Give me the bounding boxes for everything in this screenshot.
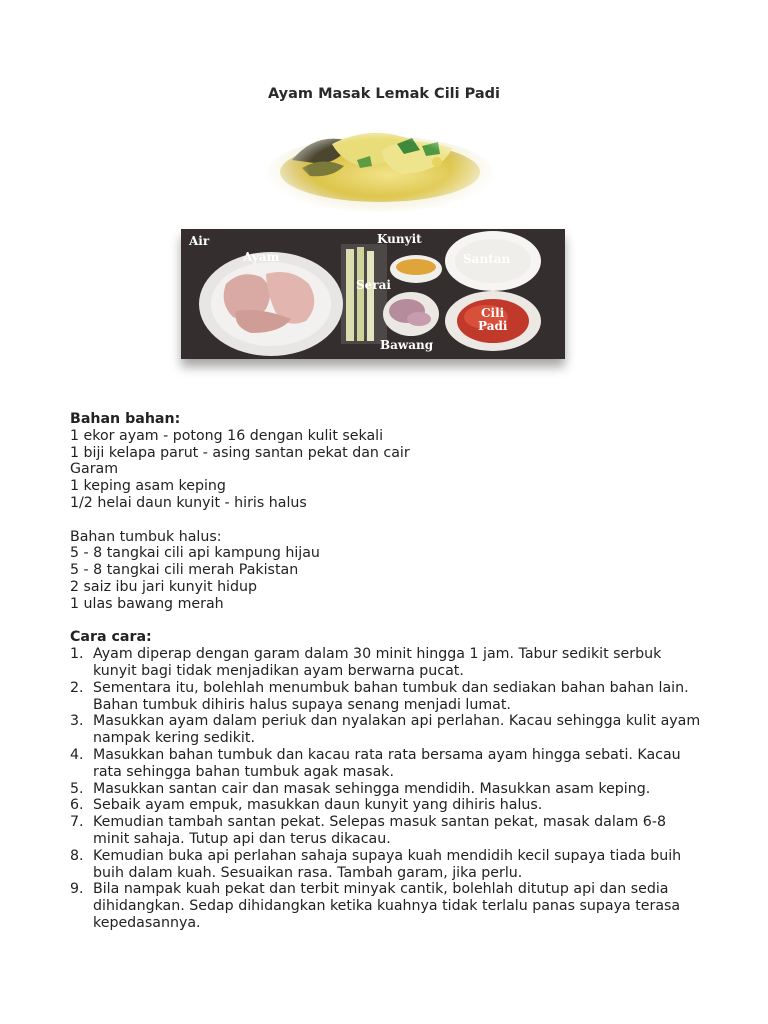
step-item: [70, 848, 703, 882]
step-text: Ayam diperap dengan garam dalam 30 minit hingga 1 jam. Tabur sedikit serbuk kunyit bagi tidak menjadikan ayam berwarna pucat.: [93, 646, 662, 679]
tumbuk-item: 5 - 8 tangkai cili merah Pakistan: [70, 562, 299, 579]
photo-label-ayam: Ayam: [243, 250, 280, 264]
step-item: [70, 797, 703, 814]
page-title: Ayam Masak Lemak Cili Padi: [267, 86, 501, 102]
step-number: 5.: [70, 780, 84, 797]
step-number: 1.: [70, 646, 84, 663]
step-text: Masukkan santan cair dan masak sehingga mendidih. Masukkan asam keping.: [93, 780, 651, 797]
step-number: 3.: [70, 713, 84, 730]
photo-label-cili: Cili: [481, 306, 505, 320]
tumbuk-item: 5 - 8 tangkai cili api kampung hijau: [70, 545, 320, 562]
photo-label-padi: Padi: [478, 319, 508, 333]
bahan-heading: Bahan bahan:: [70, 411, 181, 427]
step-number: 7.: [70, 814, 84, 831]
tumbuk-item: 1 ulas bawang merah: [70, 595, 224, 612]
step-item: [70, 713, 703, 747]
tumbuk-item: 2 saiz ibu jari kunyit hidup: [70, 578, 258, 595]
dish-photo: [262, 120, 498, 216]
step-text: Masukkan ayam dalam periuk dan nyalakan api perlahan. Kacau sehingga kulit ayam nampak kering sedikit.: [93, 713, 701, 747]
photo-label-serai: Serai: [356, 278, 391, 292]
step-text: Sementara itu, bolehlah menumbuk bahan tumbuk dan sediakan bahan bahan lain. Bahan tumbuk dihiris halus supaya senang menjadi lumat.: [93, 679, 689, 713]
cara-heading: Cara cara:: [70, 629, 152, 646]
step-text: Bila nampak kuah pekat dan terbit minyak cantik, bolehlah ditutup api dan sedia dihidangkan. Sedap dihidangkan ketika kuahnya tidak terlalu panas supaya terasa kepedasannya.: [93, 881, 681, 931]
recipe-content: [70, 411, 710, 932]
step-number: 6.: [70, 797, 84, 814]
step-text: Masukkan bahan tumbuk dan kacau rata rata bersama ayam hingga sebati. Kacau rata sehingga bahan tumbuk agak masak.: [93, 746, 681, 780]
step-item: [70, 881, 703, 931]
ingredients-photo: [181, 229, 565, 359]
step-item: [70, 747, 703, 781]
bahan-item: 1 ekor ayam - potong 16 dengan kulit sekali: [70, 427, 384, 444]
bahan-item: Garam: [70, 461, 119, 478]
bahan-item: 1 biji kelapa parut - asing santan pekat dan cair: [70, 444, 410, 461]
tumbuk-heading: Bahan tumbuk halus:: [70, 528, 222, 545]
steps-list: [70, 646, 710, 932]
step-number: 2.: [70, 679, 84, 696]
photo-label-kunyit: Kunyit: [377, 232, 422, 246]
step-item: [70, 814, 703, 848]
step-text: Sebaik ayam empuk, masukkan daun kunyit yang dihiris halus.: [93, 797, 543, 814]
bahan-item: 1 keping asam keping: [70, 478, 226, 495]
photo-label-air: Air: [189, 234, 210, 248]
step-text: Kemudian buka api perlahan sahaja supaya kuah mendidih kecil supaya tiada buih buih dalam kuah. Sesuaikan rasa. Tambah garam, jika perlu.: [93, 847, 682, 881]
step-item: [70, 646, 703, 680]
step-number: 8.: [70, 847, 84, 864]
step-number: 9.: [70, 881, 84, 898]
step-item: [70, 680, 703, 714]
photo-label-bawang: Bawang: [380, 338, 434, 352]
step-text: Kemudian tambah santan pekat. Selepas masuk santan pekat, masak dalam 6-8 minit sahaja. Tutup api dan terus dikacau.: [93, 814, 666, 847]
bahan-item: 1/2 helai daun kunyit - hiris halus: [70, 494, 307, 511]
step-item: [70, 781, 703, 798]
photo-label-santan: Santan: [463, 252, 511, 266]
step-number: 4.: [70, 746, 84, 763]
